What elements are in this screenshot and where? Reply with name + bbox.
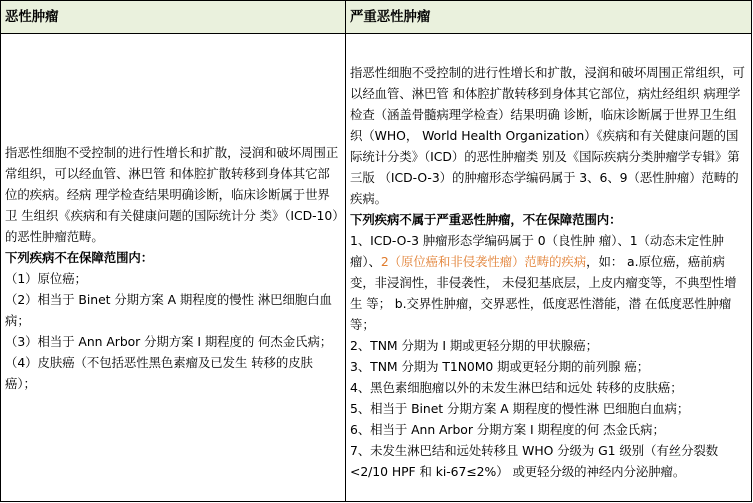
right-exclude-title: 下列疾病不属于严重恶性肿瘤，不在保障范围内：	[350, 212, 622, 227]
left-item-1: （1）原位癌；	[5, 270, 87, 286]
right-item-1-after: ，如： a.原位癌，癌前病变，非浸润性，非侵袭性， 未侵犯基底层，上皮内瘤变等，不典型性增生 等； b.交界性肿瘤，交界恶性，低度恶性潜能，潜 在低度恶性肿瘤等；	[350, 254, 737, 332]
right-item-7: 7、未发生淋巴结和远处转移且 WHO 分级为 G1 级别（有丝分裂数<2/10 HPF 和 ki-67≤2%） 或更轻分级的神经内分泌肿瘤。	[350, 443, 719, 479]
header-right-label: 严重恶性肿瘤	[350, 9, 431, 25]
left-exclude-title: 下列疾病不在保障范围内：	[5, 249, 154, 265]
right-item-4: 4、黑色素细胞瘤以外的未发生淋巴结和远处 转移的皮肤癌；	[350, 380, 683, 395]
right-item-1-before: 1、ICD-O-3 肿瘤形态学编码属于 0（良性肿 瘤）、1（动态未定性肿瘤）、	[350, 233, 724, 269]
left-item-2: （2）相当于 Binet 分期方案 A 期程度的慢性 淋巴细胞白血病；	[5, 291, 332, 328]
right-item-1-highlight: 2（原位癌和非侵袭性瘤）范畴的疾病	[380, 254, 587, 269]
right-item-3: 3、TNM 分期为 T1N0M0 期或更轻分期的前列腺 癌；	[350, 359, 650, 374]
left-item-4: （4）皮肤癌（不包括恶性黑色素瘤及已发生 转移的皮肤癌）；	[5, 354, 313, 391]
severe-malignant-tumor-definition-cell	[346, 34, 751, 501]
right-intro: 指恶性细胞不受控制的进行性增长和扩散，浸润和破坏周围正常组织，可以经血管、淋巴管 和体腔扩散转移到身体其它部位，病灶经组织 病理学检查（涵盖骨髓病理学检查）结果明确 诊断，临床诊断属于世界卫生组织（WHO， World Health Organization）《疾病和有关健康问题的国际统计分类》（ICD）的恶性肿瘤类 别及《国际疾病分类肿瘤学专辑》第三版 （ICD-O-3）的肿瘤形态学编码属于 3、6、9（恶性肿瘤）范畴的疾病。	[350, 65, 745, 206]
malignant-tumor-definition-cell	[1, 34, 346, 501]
left-intro: 指恶性细胞不受控制的进行性增长和扩散，浸润和破坏周围正常组织，可以经血管、淋巴管 和体腔扩散转移到身体其它部位的疾病。经病 理学检查结果明确诊断，临床诊断属于世界卫 生组织《疾病和有关健康问题的国际统计分 类》（ICD-10）的恶性肿瘤范畴。	[5, 144, 339, 244]
right-item-2: 2、TNM 分期为 I 期或更轻分期的甲状腺癌；	[350, 338, 598, 353]
header-malignant-tumor	[1, 1, 346, 34]
right-item-1	[350, 230, 747, 335]
right-item-5: 5、相当于 Binet 分期方案 A 期程度的慢性淋 巴细胞白血病；	[350, 401, 690, 416]
left-item-3: （3）相当于 Ann Arbor 分期方案 I 期程度的 何杰金氏病；	[5, 333, 333, 349]
header-severe-malignant-tumor	[346, 1, 751, 34]
right-item-6: 6、相当于 Ann Arbor 分期方案 I 期程度的何 杰金氏病；	[350, 422, 665, 437]
header-left-label: 恶性肿瘤	[5, 9, 59, 25]
